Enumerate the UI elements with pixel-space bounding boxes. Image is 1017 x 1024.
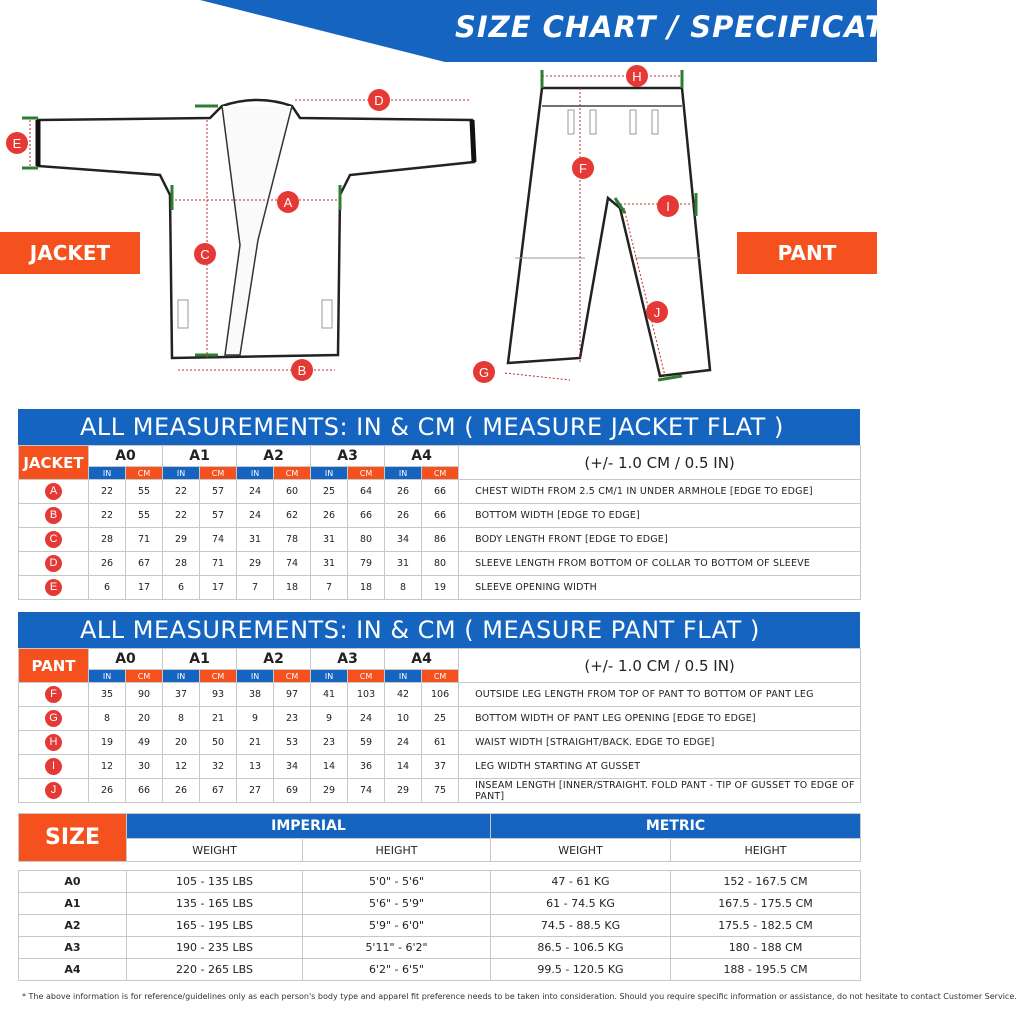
table-row	[19, 779, 861, 803]
measurement-description: BOTTOM WIDTH [EDGE TO EDGE]	[459, 504, 861, 528]
size-cell: 152 - 167.5 CM	[671, 871, 861, 893]
measurement-description: LEG WIDTH STARTING AT GUSSET	[459, 755, 861, 779]
row-marker-icon: C	[45, 531, 62, 548]
row-marker-icon: B	[45, 507, 62, 524]
measurement-cell: 60	[274, 480, 311, 504]
measurement-cell: 8	[89, 707, 126, 731]
size-cell: 47 - 61 KG	[491, 871, 671, 893]
unit-in: IN	[163, 670, 200, 683]
imperial-weight-header: WEIGHT	[127, 839, 303, 862]
table-row	[19, 755, 861, 779]
measurement-cell: 31	[237, 528, 274, 552]
measurement-description: SLEEVE OPENING WIDTH	[459, 576, 861, 600]
measurement-cell: 35	[89, 683, 126, 707]
row-marker-icon: F	[45, 686, 62, 703]
measurement-cell: 36	[348, 755, 385, 779]
size-cell: 61 - 74.5 KG	[491, 893, 671, 915]
measurement-cell: 20	[126, 707, 163, 731]
measurement-cell: 50	[200, 731, 237, 755]
measurement-cell: 7	[311, 576, 348, 600]
marker-a-label: A	[283, 195, 293, 210]
measurement-description: BOTTOM WIDTH OF PANT LEG OPENING [EDGE TO EDGE]	[459, 707, 861, 731]
measurement-cell: 106	[422, 683, 459, 707]
unit-cm: CM	[348, 467, 385, 480]
measurement-cell: 17	[200, 576, 237, 600]
size-cell: 6'2" - 6'5"	[303, 959, 491, 981]
marker-f-label: F	[579, 161, 587, 176]
row-marker-cell	[19, 504, 89, 528]
imperial-header: IMPERIAL	[127, 814, 491, 839]
table-row	[19, 731, 861, 755]
measurement-cell: 22	[163, 504, 200, 528]
measurement-description: BODY LENGTH FRONT [EDGE TO EDGE]	[459, 528, 861, 552]
footnote: * The above information is for reference/guidelines only as each person's body type and apparel fit preference needs to be taken into consideration. Should you require specific information or assistance, do not hesitate to contact Customer Service.	[22, 992, 1017, 1001]
size-cell: 5'0" - 5'6"	[303, 871, 491, 893]
measurement-cell: 26	[163, 779, 200, 803]
measurement-cell: 42	[385, 683, 422, 707]
row-marker-icon: D	[45, 555, 62, 572]
measurement-cell: 24	[385, 731, 422, 755]
table-row	[19, 576, 861, 600]
measurement-cell: 12	[89, 755, 126, 779]
measurement-cell: 37	[163, 683, 200, 707]
unit-cm: CM	[126, 670, 163, 683]
row-marker-icon: A	[45, 483, 62, 500]
imperial-height-header: HEIGHT	[303, 839, 491, 862]
measurement-cell: 21	[200, 707, 237, 731]
size-cell: 167.5 - 175.5 CM	[671, 893, 861, 915]
unit-cm: CM	[422, 670, 459, 683]
measurement-cell: 71	[200, 552, 237, 576]
measurement-cell: 37	[422, 755, 459, 779]
pant-outline	[508, 88, 710, 376]
metric-height-header: HEIGHT	[671, 839, 861, 862]
measurement-cell: 57	[200, 504, 237, 528]
measurement-cell: 26	[385, 480, 422, 504]
measurement-cell: 6	[163, 576, 200, 600]
measurement-cell: 74	[274, 552, 311, 576]
tolerance-note: (+/- 1.0 CM / 0.5 IN)	[459, 649, 861, 683]
table-row	[19, 528, 861, 552]
pant-label: PANT	[737, 232, 877, 274]
measurement-description: OUTSIDE LEG LENGTH FROM TOP OF PANT TO BOTTOM OF PANT LEG	[459, 683, 861, 707]
size-header: A4	[385, 649, 459, 670]
measurement-cell: 32	[200, 755, 237, 779]
header-banner-wedge	[200, 0, 445, 62]
metric-weight-header: WEIGHT	[491, 839, 671, 862]
unit-in: IN	[163, 467, 200, 480]
measurement-cell: 29	[385, 779, 422, 803]
measurement-cell: 8	[163, 707, 200, 731]
marker-i-label: I	[666, 199, 670, 214]
marker-e-label: E	[12, 136, 22, 151]
unit-cm: CM	[422, 467, 459, 480]
marker-g-label: G	[478, 365, 490, 380]
row-marker-icon: J	[45, 782, 62, 799]
measurement-cell: 24	[237, 480, 274, 504]
measurement-cell: 28	[163, 552, 200, 576]
marker-c-label: C	[200, 247, 210, 262]
measurement-cell: 26	[89, 779, 126, 803]
jacket-diagram	[0, 80, 500, 390]
table-row	[19, 959, 861, 981]
measurement-cell: 31	[385, 552, 422, 576]
measurement-cell: 41	[311, 683, 348, 707]
measurement-cell: 67	[126, 552, 163, 576]
measurement-cell: 29	[237, 552, 274, 576]
size-cell: 190 - 235 LBS	[127, 937, 303, 959]
measurement-description: WAIST WIDTH [STRAIGHT/BACK. EDGE TO EDGE]	[459, 731, 861, 755]
marker-j-label: J	[653, 305, 661, 320]
row-marker-icon: G	[45, 710, 62, 727]
measurement-cell: 93	[200, 683, 237, 707]
measurement-cell: 53	[274, 731, 311, 755]
table-row	[19, 871, 861, 893]
measurement-cell: 24	[348, 707, 385, 731]
size-cell: 5'6" - 5'9"	[303, 893, 491, 915]
measurement-description: SLEEVE LENGTH FROM BOTTOM OF COLLAR TO BOTTOM OF SLEEVE	[459, 552, 861, 576]
measurement-cell: 74	[200, 528, 237, 552]
measurement-cell: 18	[348, 576, 385, 600]
measurement-cell: 22	[163, 480, 200, 504]
measurement-cell: 27	[237, 779, 274, 803]
measurement-cell: 26	[311, 504, 348, 528]
table-row	[19, 552, 861, 576]
measurement-cell: 25	[422, 707, 459, 731]
measurement-cell: 8	[385, 576, 422, 600]
unit-cm: CM	[274, 670, 311, 683]
measurement-cell: 66	[422, 480, 459, 504]
row-marker-cell	[19, 683, 89, 707]
size-cell: 5'11" - 6'2"	[303, 937, 491, 959]
size-table	[18, 813, 861, 981]
measurement-cell: 66	[348, 504, 385, 528]
measurement-cell: 18	[274, 576, 311, 600]
measurement-cell: 34	[385, 528, 422, 552]
size-row-label: A1	[19, 893, 127, 915]
size-cell: 180 - 188 CM	[671, 937, 861, 959]
measurement-cell: 28	[89, 528, 126, 552]
size-header: A3	[311, 446, 385, 467]
measurement-cell: 25	[311, 480, 348, 504]
measurement-cell: 80	[422, 552, 459, 576]
size-row-label: A3	[19, 937, 127, 959]
measurement-cell: 57	[200, 480, 237, 504]
measurement-cell: 64	[348, 480, 385, 504]
measurement-cell: 80	[348, 528, 385, 552]
measurement-cell: 55	[126, 480, 163, 504]
unit-in: IN	[385, 467, 422, 480]
table-row	[19, 707, 861, 731]
measurement-cell: 86	[422, 528, 459, 552]
table-row	[19, 937, 861, 959]
measurement-cell: 34	[274, 755, 311, 779]
measurement-cell: 49	[126, 731, 163, 755]
measurement-cell: 7	[237, 576, 274, 600]
row-marker-cell	[19, 779, 89, 803]
measurement-cell: 79	[348, 552, 385, 576]
table-row	[19, 893, 861, 915]
row-marker-cell	[19, 707, 89, 731]
measurement-cell: 23	[274, 707, 311, 731]
row-marker-cell	[19, 731, 89, 755]
measurement-cell: 24	[237, 504, 274, 528]
spacer-row	[19, 862, 861, 871]
size-row-label: A4	[19, 959, 127, 981]
measurement-cell: 6	[89, 576, 126, 600]
row-marker-icon: E	[45, 579, 62, 596]
marker-d-label: D	[374, 93, 384, 108]
row-marker-cell	[19, 528, 89, 552]
measurement-cell: 103	[348, 683, 385, 707]
measurement-cell: 66	[126, 779, 163, 803]
size-cell: 99.5 - 120.5 KG	[491, 959, 671, 981]
measurement-cell: 31	[311, 528, 348, 552]
size-cell: 188 - 195.5 CM	[671, 959, 861, 981]
unit-in: IN	[89, 670, 126, 683]
page-title: SIZE CHART / SPECIFICATIONS	[455, 10, 971, 44]
measurement-cell: 55	[126, 504, 163, 528]
measurement-cell: 10	[385, 707, 422, 731]
unit-cm: CM	[126, 467, 163, 480]
table-row	[19, 504, 861, 528]
size-header: A0	[89, 649, 163, 670]
pant-table	[18, 648, 861, 803]
measurement-description: CHEST WIDTH FROM 2.5 CM/1 IN UNDER ARMHOLE [EDGE TO EDGE]	[459, 480, 861, 504]
table-row	[19, 480, 861, 504]
measurement-cell: 67	[200, 779, 237, 803]
unit-in: IN	[385, 670, 422, 683]
metric-header: METRIC	[491, 814, 861, 839]
unit-in: IN	[311, 670, 348, 683]
pant-table-title: ALL MEASUREMENTS: IN & CM ( MEASURE PANT FLAT )	[18, 612, 860, 648]
measurement-cell: 13	[237, 755, 274, 779]
measurement-cell: 97	[274, 683, 311, 707]
row-marker-cell	[19, 755, 89, 779]
measurement-cell: 19	[422, 576, 459, 600]
marker-h-label: H	[632, 69, 642, 84]
measurement-cell: 90	[126, 683, 163, 707]
row-marker-icon: H	[45, 734, 62, 751]
unit-in: IN	[311, 467, 348, 480]
measurement-cell: 59	[348, 731, 385, 755]
measurement-cell: 38	[237, 683, 274, 707]
table-row	[19, 683, 861, 707]
size-header: A1	[163, 446, 237, 467]
tolerance-note: (+/- 1.0 CM / 0.5 IN)	[459, 446, 861, 480]
measure-line-g	[505, 373, 570, 380]
measurement-cell: 12	[163, 755, 200, 779]
measurement-cell: 21	[237, 731, 274, 755]
size-cell: 5'9" - 6'0"	[303, 915, 491, 937]
measurement-cell: 75	[422, 779, 459, 803]
jacket-table	[18, 445, 861, 600]
measurement-cell: 26	[385, 504, 422, 528]
measurement-cell: 14	[385, 755, 422, 779]
size-header: A0	[89, 446, 163, 467]
size-cell: 220 - 265 LBS	[127, 959, 303, 981]
size-cell: 86.5 - 106.5 KG	[491, 937, 671, 959]
size-row-label: A0	[19, 871, 127, 893]
measurement-cell: 14	[311, 755, 348, 779]
measurement-cell: 19	[89, 731, 126, 755]
size-header: A3	[311, 649, 385, 670]
size-row-label: A2	[19, 915, 127, 937]
measurement-cell: 66	[422, 504, 459, 528]
row-marker-cell	[19, 552, 89, 576]
size-cell: 105 - 135 LBS	[127, 871, 303, 893]
measurement-cell: 22	[89, 504, 126, 528]
size-cell: 135 - 165 LBS	[127, 893, 303, 915]
unit-cm: CM	[348, 670, 385, 683]
row-marker-icon: I	[45, 758, 62, 775]
measurement-cell: 9	[311, 707, 348, 731]
measurement-cell: 29	[163, 528, 200, 552]
table-row	[19, 915, 861, 937]
measurement-cell: 22	[89, 480, 126, 504]
row-marker-cell	[19, 576, 89, 600]
unit-in: IN	[89, 467, 126, 480]
measurement-cell: 26	[89, 552, 126, 576]
size-header: A1	[163, 649, 237, 670]
measurement-cell: 69	[274, 779, 311, 803]
size-corner: SIZE	[19, 814, 127, 862]
measurement-cell: 74	[348, 779, 385, 803]
measurement-description: INSEAM LENGTH [INNER/STRAIGHT. FOLD PANT - TIP OF GUSSET TO EDGE OF PANT]	[459, 779, 861, 803]
measurement-cell: 23	[311, 731, 348, 755]
jacket-corner: JACKET	[19, 446, 89, 480]
measurement-cell: 30	[126, 755, 163, 779]
size-cell: 74.5 - 88.5 KG	[491, 915, 671, 937]
unit-cm: CM	[200, 670, 237, 683]
measurement-cell: 62	[274, 504, 311, 528]
pant-diagram	[460, 58, 720, 398]
measurement-cell: 71	[126, 528, 163, 552]
size-header: A4	[385, 446, 459, 467]
measurement-cell: 9	[237, 707, 274, 731]
unit-in: IN	[237, 467, 274, 480]
size-header: A2	[237, 446, 311, 467]
row-marker-cell	[19, 480, 89, 504]
unit-cm: CM	[200, 467, 237, 480]
unit-in: IN	[237, 670, 274, 683]
measurement-cell: 20	[163, 731, 200, 755]
measurement-cell: 61	[422, 731, 459, 755]
measurement-cell: 17	[126, 576, 163, 600]
marker-b-label: B	[297, 363, 307, 378]
jacket-table-title: ALL MEASUREMENTS: IN & CM ( MEASURE JACKET FLAT )	[18, 409, 860, 445]
size-header: A2	[237, 649, 311, 670]
measurement-cell: 31	[311, 552, 348, 576]
jacket-label: JACKET	[0, 232, 140, 274]
size-cell: 165 - 195 LBS	[127, 915, 303, 937]
unit-cm: CM	[274, 467, 311, 480]
measurement-cell: 78	[274, 528, 311, 552]
pant-corner: PANT	[19, 649, 89, 683]
measurement-cell: 29	[311, 779, 348, 803]
size-cell: 175.5 - 182.5 CM	[671, 915, 861, 937]
